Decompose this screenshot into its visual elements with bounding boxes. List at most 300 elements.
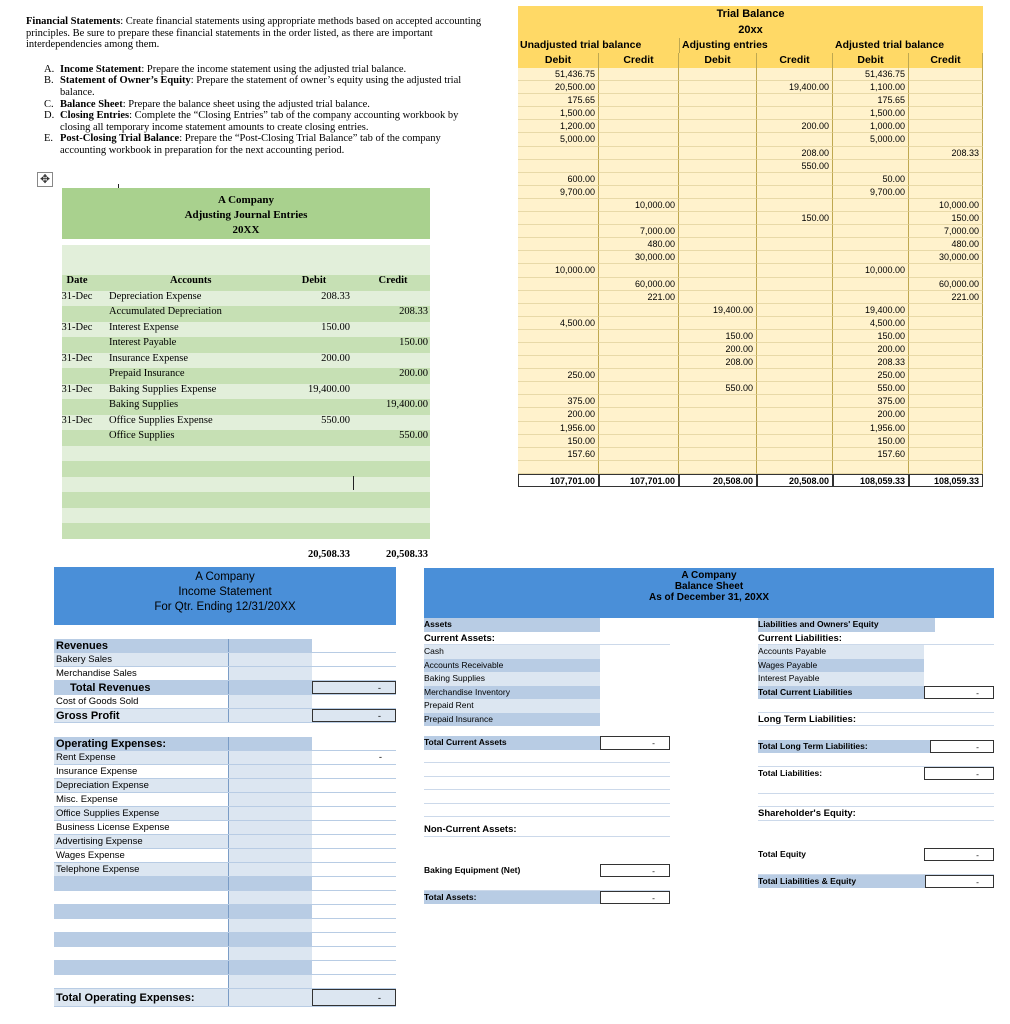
income-period: For Qtr. Ending 12/31/20XX [154,601,296,613]
tb-cell: 1,000.00 [833,120,909,133]
tb-cell: 19,400.00 [833,304,909,317]
tb-groups [518,38,983,53]
tb-cell [679,264,757,277]
tb-cell: 4,500.00 [833,317,909,330]
tb-cell: 200.00 [833,408,909,421]
tb-row [518,291,983,304]
tb-sub-debit: Debit [833,53,909,68]
journal-debit: 208.33 [321,290,350,302]
tb-cell [599,343,679,356]
tb-cell [679,133,757,146]
tb-cell [757,317,833,330]
tb-cell [518,160,599,173]
bs-asset-row [424,713,670,727]
tb-cell [679,408,757,421]
tb-cell [599,173,679,186]
journal-account: Baking Supplies [109,399,179,410]
bs-liability-row [758,645,994,659]
journal-empty-row [62,477,430,493]
tb-cell [518,251,599,264]
bs-asset-label: Merchandise Inventory [424,686,530,700]
tb-cell [833,291,909,304]
tb-cell [518,147,599,160]
journal-row [62,384,430,400]
journal-row [62,322,430,338]
tb-row [518,382,983,395]
bs-asset-label: Cash [424,645,530,659]
tb-cell [909,343,983,356]
bs-row: Total Equity - [758,848,994,862]
tb-cell [909,330,983,343]
tb-row [518,81,983,94]
tb-cell [757,251,833,264]
journal-row [62,430,430,446]
tb-cell: 150.00 [909,212,983,225]
expense-label: Advertising Expense [54,835,228,848]
tb-cell [599,81,679,94]
tb-cell [599,120,679,133]
tb-cell: 150.00 [679,330,757,343]
balance-title: Balance Sheet [674,581,744,592]
journal-debit: 550.00 [321,414,350,426]
tb-cell [757,422,833,435]
tb-cell [833,160,909,173]
tb-cell: 7,000.00 [599,225,679,238]
bs-row: Current Assets: [424,632,670,646]
tb-cell: 550.00 [833,382,909,395]
tb-cell: 150.00 [757,212,833,225]
tb-cell [599,304,679,317]
tb-cell: 1,500.00 [833,107,909,120]
tb-cell [757,173,833,186]
bs-asset-row [424,686,670,700]
income-total-revenues-row: Total Revenues - [54,681,396,695]
income-revenues-row: Revenues [54,639,396,653]
tb-row [518,278,983,291]
tb-row [518,356,983,369]
tb-cell: 550.00 [757,160,833,173]
tb-cell [757,68,833,81]
tb-cell: 600.00 [518,173,599,186]
tb-cell [833,238,909,251]
bs-row: Total Liabilities: - [758,767,994,781]
bs-asset-row [424,672,670,686]
income-row: Merchandise Sales [54,667,396,681]
journal-year: 20XX [232,224,260,236]
journal-total-debit: 20,508.33 [308,548,350,560]
tb-row [518,304,983,317]
tb-cell [518,212,599,225]
income-empty-row [54,919,396,933]
tb-row [518,173,983,186]
tb-cell [757,356,833,369]
instructions-intro: Financial Statements: Create financial statements using appropriate methods based on accepted accounting principles. Be sure to prepare these financial statements in the order listed, as there are important interdependencies among them. [26,16,482,51]
journal-empty-row [62,523,430,539]
expense-label: Business License Expense [56,822,170,833]
tb-cell [757,435,833,448]
tb-cell [679,199,757,212]
tb-cell: 157.60 [833,448,909,461]
tb-row [518,238,983,251]
instructions [26,16,486,157]
tb-cell [518,304,599,317]
tb-cell: 480.00 [599,238,679,251]
tb-cell [757,186,833,199]
tb-cell [599,160,679,173]
tb-cell: 375.00 [518,395,599,408]
bs-liability-row [758,672,994,686]
journal-empty-row [62,492,430,508]
tb-cell [599,330,679,343]
balance-date: As of December 31, 20XX [648,592,770,603]
tb-cell: 5,000.00 [518,133,599,146]
income-header [54,567,396,625]
tb-cell: 9,700.00 [833,186,909,199]
trial-balance [518,6,983,487]
tb-cell: 208.00 [757,147,833,160]
journal-header-row [62,275,430,291]
tb-cell: 1,100.00 [833,81,909,94]
tb-group-adjusting: Adjusting entries [679,38,833,53]
tb-cell: 200.00 [757,120,833,133]
tb-cell [909,304,983,317]
tb-cell: 10,000.00 [518,264,599,277]
tb-row [518,251,983,264]
tb-cell: 5,000.00 [833,133,909,146]
tb-cell [518,238,599,251]
tb-cell [679,291,757,304]
expense-label: Telephone Expense [54,863,228,876]
tb-cell [833,278,909,291]
tb-total: 20,508.00 [757,474,833,487]
journal-date: 31-Dec [61,414,93,426]
tb-total: 107,701.00 [518,474,599,487]
tb-cell: 375.00 [833,395,909,408]
tb-cell [679,369,757,382]
tb-cell: 150.00 [518,435,599,448]
tb-row [518,199,983,212]
expense-label: Rent Expense [54,751,228,764]
tb-cell [518,382,599,395]
journal-empty-row [62,508,430,524]
tb-cell [909,81,983,94]
income-statement [54,567,396,1007]
bs-row: Total Current Liabilities - [758,686,994,700]
header-credit: Credit [378,275,408,286]
expense-label: Office Supplies Expense [54,807,228,820]
journal-account: Depreciation Expense [109,290,202,302]
tb-group-adjusted: Adjusted trial balance [835,39,945,51]
journal-credit: 150.00 [399,337,428,348]
journal-table [62,275,430,564]
tb-cell [757,382,833,395]
tb-cell [599,212,679,225]
journal-row [62,306,430,322]
tb-cell [599,382,679,395]
tb-sub-credit: Credit [909,53,983,68]
balance-company: A Company [681,570,737,581]
journal-credit: 200.00 [399,368,428,379]
tb-row [518,160,983,173]
tb-cell [909,264,983,277]
journal-spacer [62,245,430,275]
tb-cell [757,225,833,238]
tb-cell [909,369,983,382]
tb-cell [679,94,757,107]
journal-row [62,353,430,369]
income-expense-row [54,793,396,807]
tb-cell: 1,956.00 [833,422,909,435]
tb-cell: 200.00 [833,343,909,356]
tb-row [518,395,983,408]
tb-cell [909,448,983,461]
journal-empty-row [62,461,430,477]
tb-cell [909,68,983,81]
journal-date: 31-Dec [61,290,93,302]
income-expense-row [54,779,396,793]
tb-cell: 208.33 [909,147,983,160]
journal-credit: 19,400.00 [386,399,428,410]
bs-asset-label: Prepaid Insurance [424,713,530,727]
tb-cell: 250.00 [833,369,909,382]
journal-date: 31-Dec [61,352,93,364]
tb-cell: 175.65 [833,94,909,107]
bs-liability-row [758,659,994,673]
journal-account: Prepaid Insurance [109,368,185,379]
tb-cell [679,173,757,186]
income-empty-row [54,961,396,975]
tb-cell: 200.00 [679,343,757,356]
tb-cell: 10,000.00 [833,264,909,277]
journal-row [62,291,430,307]
tb-subheaders [518,53,983,68]
tb-row [518,94,983,107]
bs-row: Total Current Assets - [424,736,670,750]
tb-cell [757,448,833,461]
bs-liability-label: Wages Payable [758,659,854,673]
tb-cell [757,408,833,421]
instruction-item: A. Income Statement: Prepare the income statement using the adjusted trial balance. [44,63,407,75]
tb-group-unadjusted: Unadjusted trial balance [520,39,642,51]
bs-row: Current Liabilities: [758,632,994,646]
tb-cell [518,278,599,291]
tb-cell [679,225,757,238]
tb-title: Trial Balance [518,6,983,22]
tb-cell: 10,000.00 [909,199,983,212]
tb-cell: 1,956.00 [518,422,599,435]
bs-liability-label: Interest Payable [758,672,854,686]
income-empty-row [54,947,396,961]
tb-cell: 175.65 [518,94,599,107]
bs-row: Total Long Term Liabilities: - [758,740,994,754]
journal-account: Office Supplies [109,430,175,441]
tb-cell [599,147,679,160]
income-expense-row [54,863,396,877]
instruction-item: E. Post-Closing Trial Balance: Prepare the “Post-Closing Trial Balance” tab of the company accounting workbook in preparation for the next accounting period. [44,133,441,156]
journal-account: Accumulated Depreciation [109,306,222,317]
tb-cell [518,343,599,356]
tb-row [518,225,983,238]
bs-asset-row [424,645,670,659]
bs-asset-row [424,699,670,713]
tb-cell: 157.60 [518,448,599,461]
income-empty-row [54,933,396,947]
tb-cell [599,356,679,369]
tb-cell [679,251,757,264]
journal-company: A Company [218,194,274,206]
tb-total: 108,059.33 [833,474,909,487]
tb-cell [757,343,833,356]
tb-cell: 20,500.00 [518,81,599,94]
income-company: A Company [195,571,255,583]
tb-cell [599,264,679,277]
instruction-item: C. Balance Sheet: Prepare the balance sheet using the adjusted trial balance. [44,98,370,110]
tb-cell [909,382,983,395]
header-debit: Debit [301,275,327,286]
tb-cell [909,435,983,448]
tb-cell [757,94,833,107]
income-total-op-exp-row: Total Operating Expenses: - [54,989,396,1007]
tb-cell [909,395,983,408]
tb-cell [599,133,679,146]
tb-total: 107,701.00 [599,474,679,487]
tb-row [518,422,983,435]
income-row: Bakery Sales [54,653,396,667]
income-expense-row [54,821,396,835]
income-empty-row [54,877,396,891]
journal-row [62,399,430,415]
tb-cell [909,94,983,107]
balance-assets-column [424,618,670,904]
bs-asset-label: Accounts Receivable [424,659,530,673]
tb-row [518,68,983,81]
tb-cell: 1,200.00 [518,120,599,133]
journal-date: 31-Dec [61,383,93,395]
tb-cell [679,147,757,160]
header-date: Date [66,275,88,286]
journal-account: Office Supplies Expense [109,414,213,426]
journal-empty-row [62,446,430,462]
instructions-list [44,64,486,157]
tb-cell: 19,400.00 [679,304,757,317]
tb-cell [833,212,909,225]
tb-cell: 30,000.00 [599,251,679,264]
tb-cell: 221.00 [909,291,983,304]
tb-cell [518,199,599,212]
income-expense-row [54,765,396,779]
text-cursor-icon [353,476,354,490]
tb-row [518,330,983,343]
tb-cell [679,186,757,199]
tb-cell [833,225,909,238]
tb-cell [679,81,757,94]
tb-row [518,133,983,146]
tb-row [518,435,983,448]
tb-row [518,264,983,277]
journal-account: Interest Expense [109,321,179,333]
tb-cell [679,212,757,225]
income-expense-row [54,849,396,863]
tb-cell [757,330,833,343]
tb-cell: 550.00 [679,382,757,395]
tb-totals-row [518,474,983,487]
tb-cell: 10,000.00 [599,199,679,212]
tb-cell [518,330,599,343]
tb-cell [757,291,833,304]
tb-row [518,343,983,356]
tb-cell: 150.00 [833,330,909,343]
tb-row [518,448,983,461]
tb-cell [679,68,757,81]
tb-cell [599,422,679,435]
tb-sub-debit: Debit [679,53,757,68]
tb-row [518,408,983,421]
tb-cell [833,147,909,160]
income-expense-row [54,835,396,849]
tb-cell [518,356,599,369]
journal-debit: 150.00 [321,321,350,333]
tb-cell: 50.00 [833,173,909,186]
tb-cell: 150.00 [833,435,909,448]
tb-cell [679,422,757,435]
tb-cell [599,408,679,421]
tb-cell [679,238,757,251]
tb-cell [679,120,757,133]
tb-row [518,120,983,133]
tb-cell: 60,000.00 [909,278,983,291]
tb-cell: 4,500.00 [518,317,599,330]
expense-label: Misc. Expense [56,794,118,805]
balance-header [424,568,994,618]
tb-cell [757,238,833,251]
tb-row [518,147,983,160]
bs-row: Total Assets: - [424,891,670,905]
tb-cell: 221.00 [599,291,679,304]
journal-credit: 208.33 [399,306,428,317]
tb-cell [679,395,757,408]
tb-cell: 200.00 [518,408,599,421]
tb-cell: 250.00 [518,369,599,382]
bs-row: Total Liabilities & Equity - [758,875,994,889]
tb-cell: 7,000.00 [909,225,983,238]
bs-row: Assets [424,618,670,632]
tb-cell [909,107,983,120]
tb-cell [909,317,983,330]
tb-cell [909,422,983,435]
tb-cell [679,448,757,461]
income-title: Income Statement [178,586,272,598]
tb-row [518,317,983,330]
tb-cell [757,304,833,317]
expense-label: Wages Expense [56,850,125,861]
tb-cell [757,369,833,382]
tb-cell: 51,436.75 [518,68,599,81]
journal-header [62,188,430,239]
tb-row [518,369,983,382]
bs-row: Long Term Liabilities: [758,713,994,727]
bs-asset-label: Baking Supplies [424,672,530,686]
tb-cell [757,395,833,408]
tb-cell [679,317,757,330]
journal-debit: 200.00 [321,352,350,364]
bs-asset-row [424,659,670,673]
tb-cell [909,186,983,199]
tb-cell [679,435,757,448]
tb-cell [518,225,599,238]
expense-label: Insurance Expense [56,766,138,777]
move-handle-icon[interactable]: ✥ [37,172,53,187]
tb-cell [679,278,757,291]
